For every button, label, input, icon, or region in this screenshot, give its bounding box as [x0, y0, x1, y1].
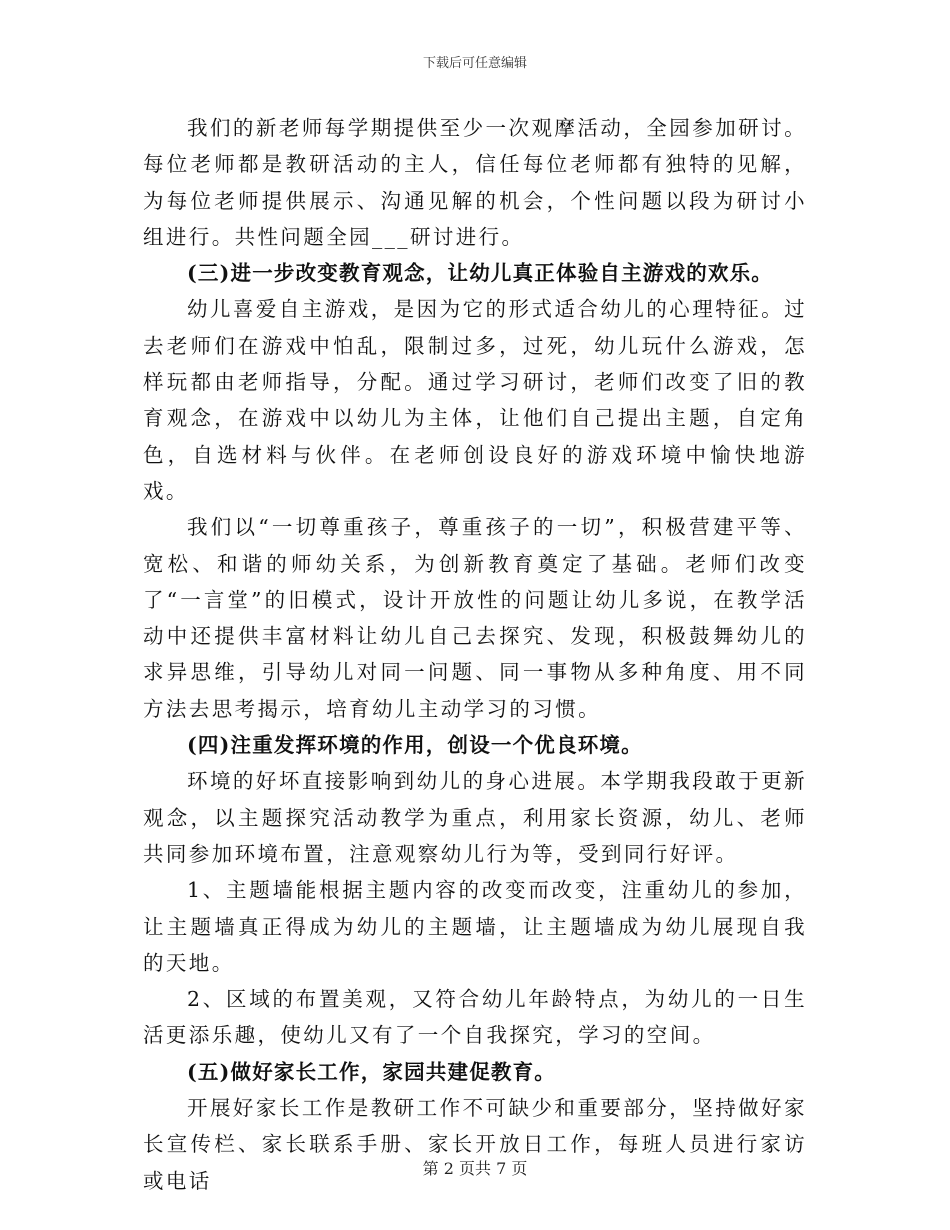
paragraph-autonomous-play: 幼儿喜爱自主游戏，是因为它的形式适合幼儿的心理特征。过去老师们在游戏中怕乱，限制过多，过死，幼儿玩什么游戏，怎样玩都由老师指导，分配。通过学习研讨，老师们改变了旧的教育观念，在游戏中以幼儿为主体，让他们自己提出主题，自定角色，自选材料与伙伴。在老师创设良好的游戏环境中愉快地游戏。: [143, 297, 807, 503]
paragraph-environment: 环境的好坏直接影响到幼儿的身心进展。本学期我段敢于更新观念，以主题探究活动教学为重点，利用家长资源，幼儿、老师共同参加环境布置，注意观察幼儿行为等，受到同行好评。: [143, 769, 807, 866]
page-number: 第 2 页共 7 页: [422, 1159, 528, 1178]
section-heading-3: (三)进一步改变教育观念，让幼儿真正体验自主游戏的欢乐。: [187, 261, 773, 286]
paragraph-parent-work: 开展好家长工作是教研工作不可缺少和重要部分，坚持做好家长宣传栏、家长联系手册、家长开放日工作，每班人员进行家访或电话: [143, 1096, 807, 1193]
section-heading-5: (五)做好家长工作，家园共建促教育。: [187, 1059, 556, 1084]
paragraph-respect-children: 我们以“一切尊重孩子，尊重孩子的一切”，积极营建平等、宽松、和谐的师幼关系，为创新教育奠定了基础。老师们改变了“一言堂”的旧模式，设计开放性的问题让幼儿多说，在教学活动中还提供丰富材料让幼儿自己去探究、发现，积极鼓舞幼儿的求异思维，引导幼儿对同一问题、同一事物从多种角度、用不同方法去思考揭示，培育幼儿主动学习的习惯。: [143, 515, 807, 721]
paragraph-observation-activities: 我们的新老师每学期提供至少一次观摩活动，全园参加研讨。每位老师都是教研活动的主人，信任每位老师都有独特的见解，为每位老师提供展示、沟通见解的机会，个性问题以段为研讨小组进行。共性问题全园___研讨进行。: [143, 116, 807, 249]
page-header: 下载后可任意编辑: [422, 56, 527, 71]
document-body: [143, 110, 807, 1199]
list-item-theme-wall: 1、主题墙能根据主题内容的改变而改变，注重幼儿的参加，让主题墙真正得成为幼儿的主题墙，让主题墙成为幼儿展现自我的天地。: [143, 878, 807, 975]
list-item-area-layout: 2、区域的布置美观，又符合幼儿年龄特点，为幼儿的一日生活更添乐趣，使幼儿又有了一个自我探究，学习的空间。: [143, 987, 807, 1048]
section-heading-4: (四)注重发挥环境的作用，创设一个优良环境。: [187, 733, 643, 758]
